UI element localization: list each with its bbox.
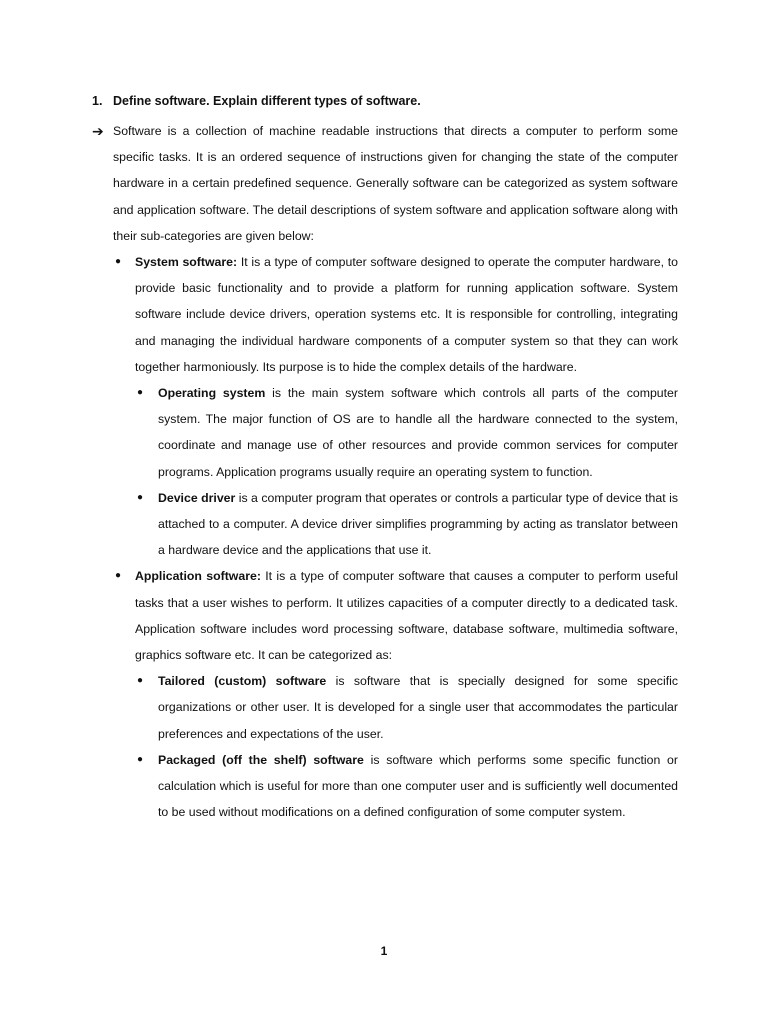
bullet-icon: ● — [115, 256, 122, 268]
tailored-software-term: Tailored (custom) software — [158, 674, 327, 689]
application-software-text: It is a type of computer software that causes a computer to perform useful tasks that a user wishes to perform. It utilizes capacities of a computer directly to a dedicated task. Application software includes word processing software, database software, multimedia software, graphics software etc. It can be categorized as: — [135, 569, 678, 663]
device-driver-item — [92, 485, 678, 564]
device-driver-term: Device driver — [158, 490, 236, 505]
device-driver-text: is a computer program that operates or controls a particular type of device that is attached to a computer. A device driver simplifies programming by acting as translator between a hardware device and the applications that use it. — [158, 490, 678, 558]
packaged-software-text: is software which performs some specific function or calculation which is useful for more than one computer user and is sufficiently well documented to be used without modifications on a defined configuration of some computer system. — [158, 752, 678, 820]
bullet-icon: ● — [137, 387, 144, 399]
system-software-term: System software: — [135, 255, 238, 270]
question-number: 1. — [92, 94, 103, 108]
arrow-right-icon: ➔ — [92, 123, 104, 139]
bullet-icon: ● — [137, 675, 144, 687]
system-software-item — [92, 249, 678, 380]
bullet-icon: ● — [137, 491, 144, 503]
operating-system-item — [92, 380, 678, 485]
tailored-software-item — [92, 668, 678, 747]
page-number: 1 — [380, 944, 388, 958]
packaged-software-term: Packaged (off the shelf) software — [158, 752, 364, 767]
system-software-text: It is a type of computer software designed to operate the computer hardware, to provide basic functionality and to provide a platform for running application software. System software include device drivers, operation systems etc. It is responsible for controlling, integrating and managing the individual hardware components of a computer system so that they can work together harmoniously. Its purpose is to hide the complex details of the hardware. — [135, 255, 679, 374]
application-software-term: Application software: — [135, 569, 261, 584]
application-software-item — [92, 563, 678, 668]
answer-body — [92, 118, 678, 825]
answer-intro — [92, 118, 678, 249]
bullet-icon: ● — [115, 570, 122, 582]
operating-system-term: Operating system — [158, 386, 266, 401]
operating-system-text: is the main system software which controls all parts of the computer system. The major function of OS are to handle all the hardware connected to the system, coordinate and manage use of other resources and provide common services for computer programs. Application programs usually require an operating system to function. — [158, 386, 678, 479]
question-text: Define software. Explain different types of software. — [113, 94, 421, 108]
tailored-software-text: is software that is specially designed for some specific organizations or other user. It is developed for a single user that accommodates the particular preferences and expectations of the user. — [158, 674, 678, 741]
answer-intro-text: Software is a collection of machine readable instructions that directs a computer to perform some specific tasks. It is an ordered sequence of instructions given for changing the state of the computer hardware in a certain predefined sequence. Generally software can be categorized as system software and application software. The detail descriptions of system software and application software along with their sub-categories are given below: — [113, 124, 678, 243]
packaged-software-item — [92, 747, 678, 826]
question-heading — [92, 92, 692, 110]
bullet-icon: ● — [137, 753, 144, 765]
